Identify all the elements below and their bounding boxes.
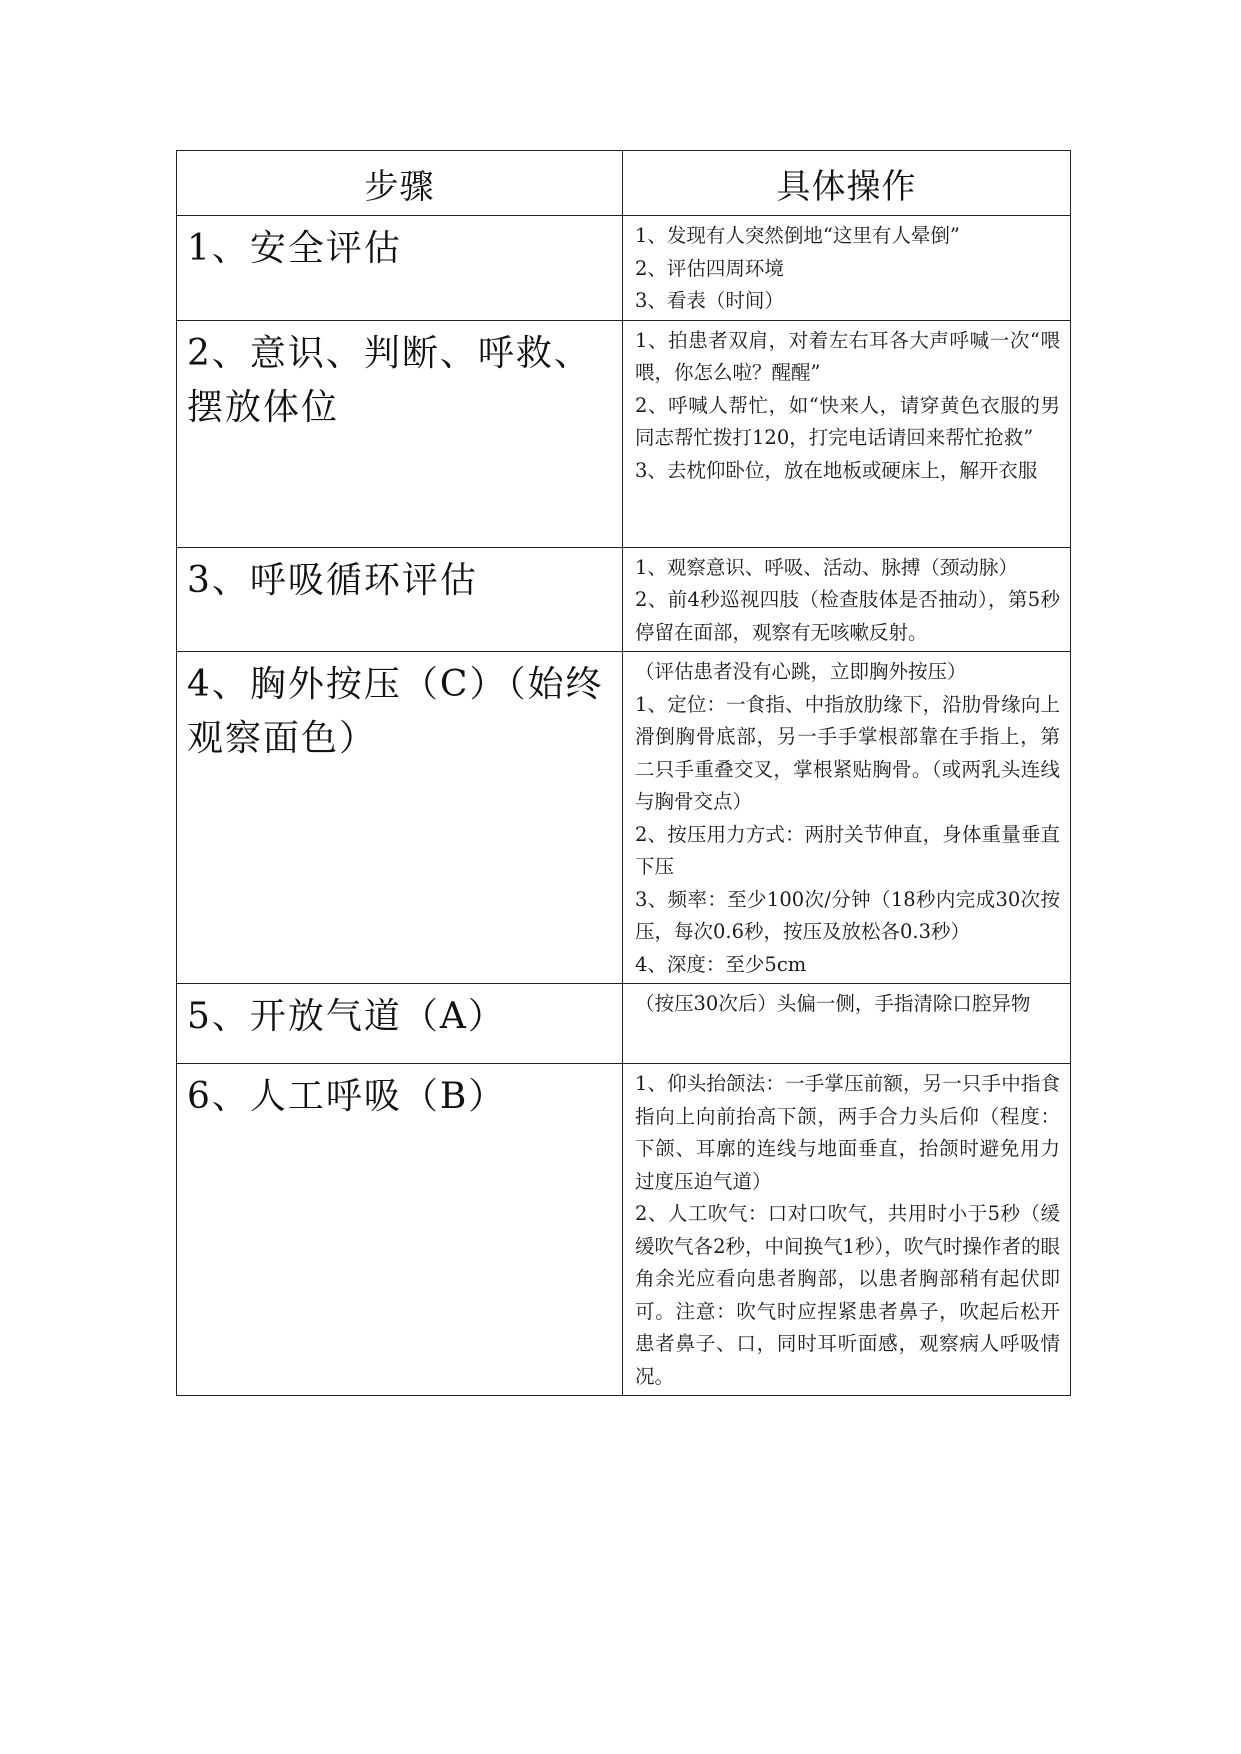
operation-item: 4、深度：至少5cm (635, 952, 807, 976)
operation-item: （评估患者没有心跳，立即胸外按压） (635, 660, 967, 683)
table-row (177, 652, 1071, 984)
operation-item: 2、评估四周环境 (635, 256, 784, 280)
operation-item: 3、去枕仰卧位，放在地板或硬床上，解开衣服 (635, 458, 1038, 482)
step-cell (177, 652, 623, 984)
step-title: 5、开放气道（A） (187, 996, 506, 1037)
step-cell (177, 984, 623, 1064)
operation-item: 3、频率：至少100次/分钟（18秒内完成30次按压，每次0.6秒，按压及放松各0.3秒） (635, 887, 1060, 943)
operations-cell (623, 1064, 1071, 1396)
header-operations: 具体操作 (623, 151, 1071, 216)
step-title: 2、意识、判断、呼救、摆放体位 (187, 332, 592, 428)
operation-item: 1、仰头抬颌法：一手掌压前额，另一只手中指食指向上向前抬高下颌，两手合力头后仰（程度：下颌、耳廓的连线与地面垂直，抬颌时避免用力过度压迫气道） (635, 1072, 1060, 1193)
operation-item: （按压30次后）头偏一侧，手指清除口腔异物 (635, 992, 1031, 1015)
header-steps: 步骤 (177, 151, 623, 216)
operations-cell (623, 984, 1071, 1064)
operation-item: 2、按压用力方式：两肘关节伸直，身体重量垂直下压 (635, 822, 1060, 878)
operation-item: 2、前4秒巡视四肢（检查肢体是否抽动），第5秒停留在面部，观察有无咳嗽反射。 (635, 588, 1060, 644)
table-row (177, 547, 1071, 652)
table-row (177, 984, 1071, 1064)
operations-cell (623, 320, 1071, 547)
cpr-steps-table (176, 150, 1071, 1396)
operation-item: 1、发现有人突然倒地“这里有人晕倒” (635, 224, 960, 247)
step-cell (177, 216, 623, 321)
step-cell (177, 320, 623, 547)
table-header-row (177, 151, 1071, 216)
operation-item: 1、观察意识、呼吸、活动、脉搏（颈动脉） (635, 555, 1018, 579)
table-row (177, 1064, 1071, 1396)
operation-item: 2、人工吹气：口对口吹气，共用时小于5秒（缓缓吹气各2秒，中间换气1秒），吹气时操作者的眼角余光应看向患者胸部，以患者胸部稍有起伏即可。注意：吹气时应捏紧患者鼻子，吹起后松开患者鼻子、口，同时耳听面感，观察病人呼吸情况。 (635, 1202, 1060, 1388)
step-title: 3、呼吸循环评估 (187, 559, 478, 601)
step-cell (177, 1064, 623, 1396)
operation-item: 1、拍患者双肩，对着左右耳各大声呼喊一次“喂喂，你怎么啦？醒醒” (635, 328, 1060, 384)
operation-item: 1、定位：一食指、中指放肋缘下，沿肋骨缘向上滑倒胸骨底部，另一手手掌根部靠在手指上，第二只手重叠交叉，掌根紧贴胸骨。（或两乳头连线与胸骨交点） (635, 692, 1060, 813)
operation-item: 2、呼喊人帮忙，如“快来人，请穿黄色衣服的男同志帮忙拨打120，打完电话请回来帮忙抢救” (635, 393, 1060, 449)
operations-cell (623, 547, 1071, 652)
operations-cell (623, 652, 1071, 984)
step-title: 4、胸外按压（C）（始终观察面色） (187, 664, 604, 759)
table-row (177, 320, 1071, 547)
step-cell (177, 547, 623, 652)
step-title: 1、安全评估 (187, 228, 402, 269)
operations-cell (623, 216, 1071, 321)
operation-item: 3、看表（时间） (635, 289, 784, 312)
step-title: 6、人工呼吸（B） (187, 1076, 507, 1117)
table-row (177, 216, 1071, 321)
